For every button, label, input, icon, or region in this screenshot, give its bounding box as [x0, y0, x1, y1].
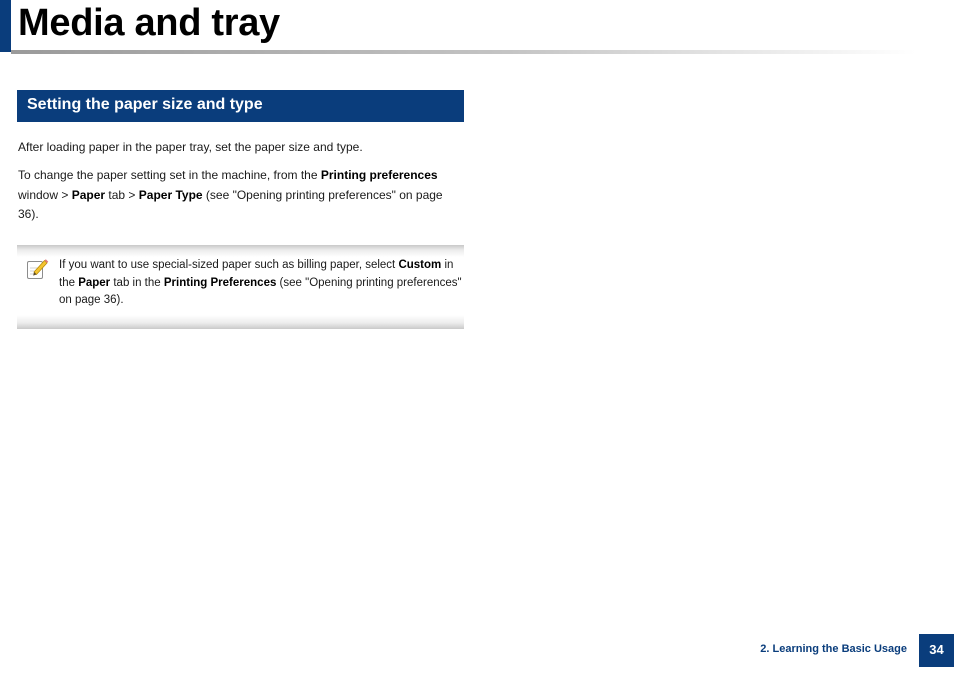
note-text-4: (see "Opening printing preferences" on page 36).	[59, 276, 462, 306]
page-number-badge: 34	[919, 634, 954, 667]
intro-paragraph: After loading paper in the paper tray, set the paper size and type.	[18, 140, 363, 154]
note-pencil-icon	[25, 257, 49, 281]
note-box	[17, 245, 464, 329]
instructions-text-4: (see "Opening printing preferences" on page 36).	[18, 187, 443, 221]
printing-preferences-term-note: Printing Preferences	[163, 276, 277, 289]
section-title: Setting the paper size and type	[27, 96, 263, 113]
instructions-text-2: window >	[18, 187, 72, 202]
printing-preferences-term: Printing preferences	[320, 168, 438, 182]
note-text-3: tab in the	[110, 276, 164, 289]
note-text	[59, 257, 463, 310]
page-title: Media and tray	[18, 2, 280, 44]
chapter-link[interactable]: 2. Learning the Basic Usage	[760, 643, 907, 655]
paper-tab-term: Paper	[71, 187, 106, 202]
left-accent-bar	[0, 0, 11, 52]
instructions-paragraph	[18, 166, 464, 225]
custom-term: Custom	[398, 259, 442, 271]
paper-term: Paper	[78, 276, 111, 289]
section-header	[17, 90, 464, 122]
paper-type-term: Paper Type	[138, 187, 203, 202]
title-divider	[11, 50, 916, 54]
instructions-text-1: To change the paper setting set in the machine, from the	[18, 168, 321, 182]
note-text-1: If you want to use special-sized paper such as billing paper, select	[59, 259, 399, 271]
instructions-text-3: tab >	[105, 187, 139, 202]
note-text-2: in the	[59, 259, 454, 289]
